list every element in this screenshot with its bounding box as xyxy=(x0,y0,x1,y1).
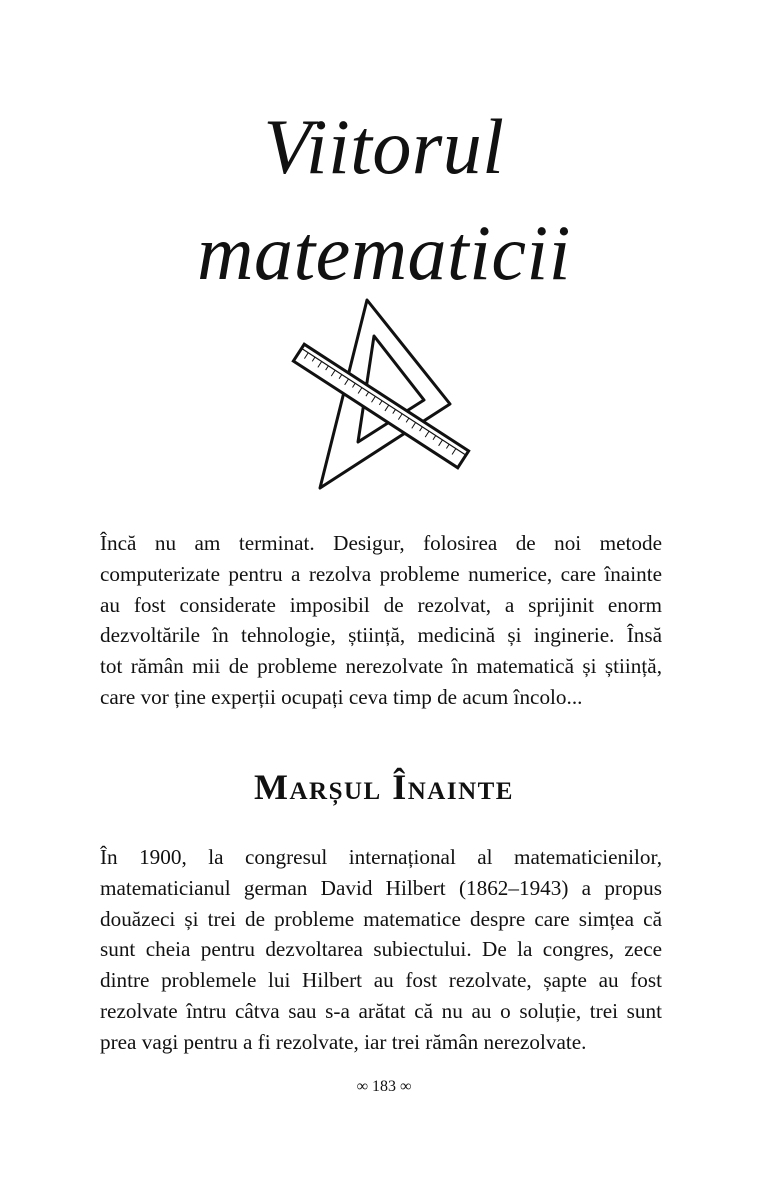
section-paragraph xyxy=(100,842,662,1058)
chapter-title-line-1: Viitorul xyxy=(263,103,505,190)
paragraph-line: În 1900, la congresul internațional al matematicienilor, xyxy=(100,845,662,869)
paragraph-line: Încă nu am terminat. Desigur, folosirea de noi metode xyxy=(100,531,662,555)
paragraph-line: sunt cheia pentru dezvoltarea subiectului. De la congres, zece xyxy=(100,937,662,962)
paragraph-line: matematicianul german David Hilbert (1862–1943) a propus xyxy=(100,875,662,900)
page-number: ∞ 183 ∞ xyxy=(356,1078,412,1095)
section-heading: Marșul Înainte xyxy=(254,767,514,807)
paragraph-line: au fost considerate imposibil de rezolvat, a sprijinit enorm xyxy=(100,592,662,617)
paragraph-line: rezolvate întru câtva sau s-a arătat că nu au o soluție, trei sunt xyxy=(100,998,662,1023)
paragraph-line: dezvoltările în tehnologie, știință, medicină și inginerie. Însă xyxy=(100,623,662,648)
paragraph-line: prea vagi pentru a fi rezolvate, iar trei rămân nerezolvate. xyxy=(100,1029,587,1054)
paragraph-line: tot rămân mii de probleme nerezolvate în matematică și știință, xyxy=(100,654,662,679)
intro-paragraph xyxy=(100,528,662,713)
paragraph-line: dintre problemele lui Hilbert au fost rezolvate, șapte au fost xyxy=(100,968,662,993)
paragraph-line: douăzeci și trei de probleme matematice despre care simțea că xyxy=(100,906,662,931)
set-square-and-ruler-icon xyxy=(286,296,476,492)
chapter-title-line-2: matematicii xyxy=(197,209,571,296)
paragraph-line: care vor ține experții ocupați ceva timp de acum încolo... xyxy=(100,684,583,709)
paragraph-line: computerizate pentru a rezolva probleme numerice, care înainte xyxy=(100,561,662,586)
